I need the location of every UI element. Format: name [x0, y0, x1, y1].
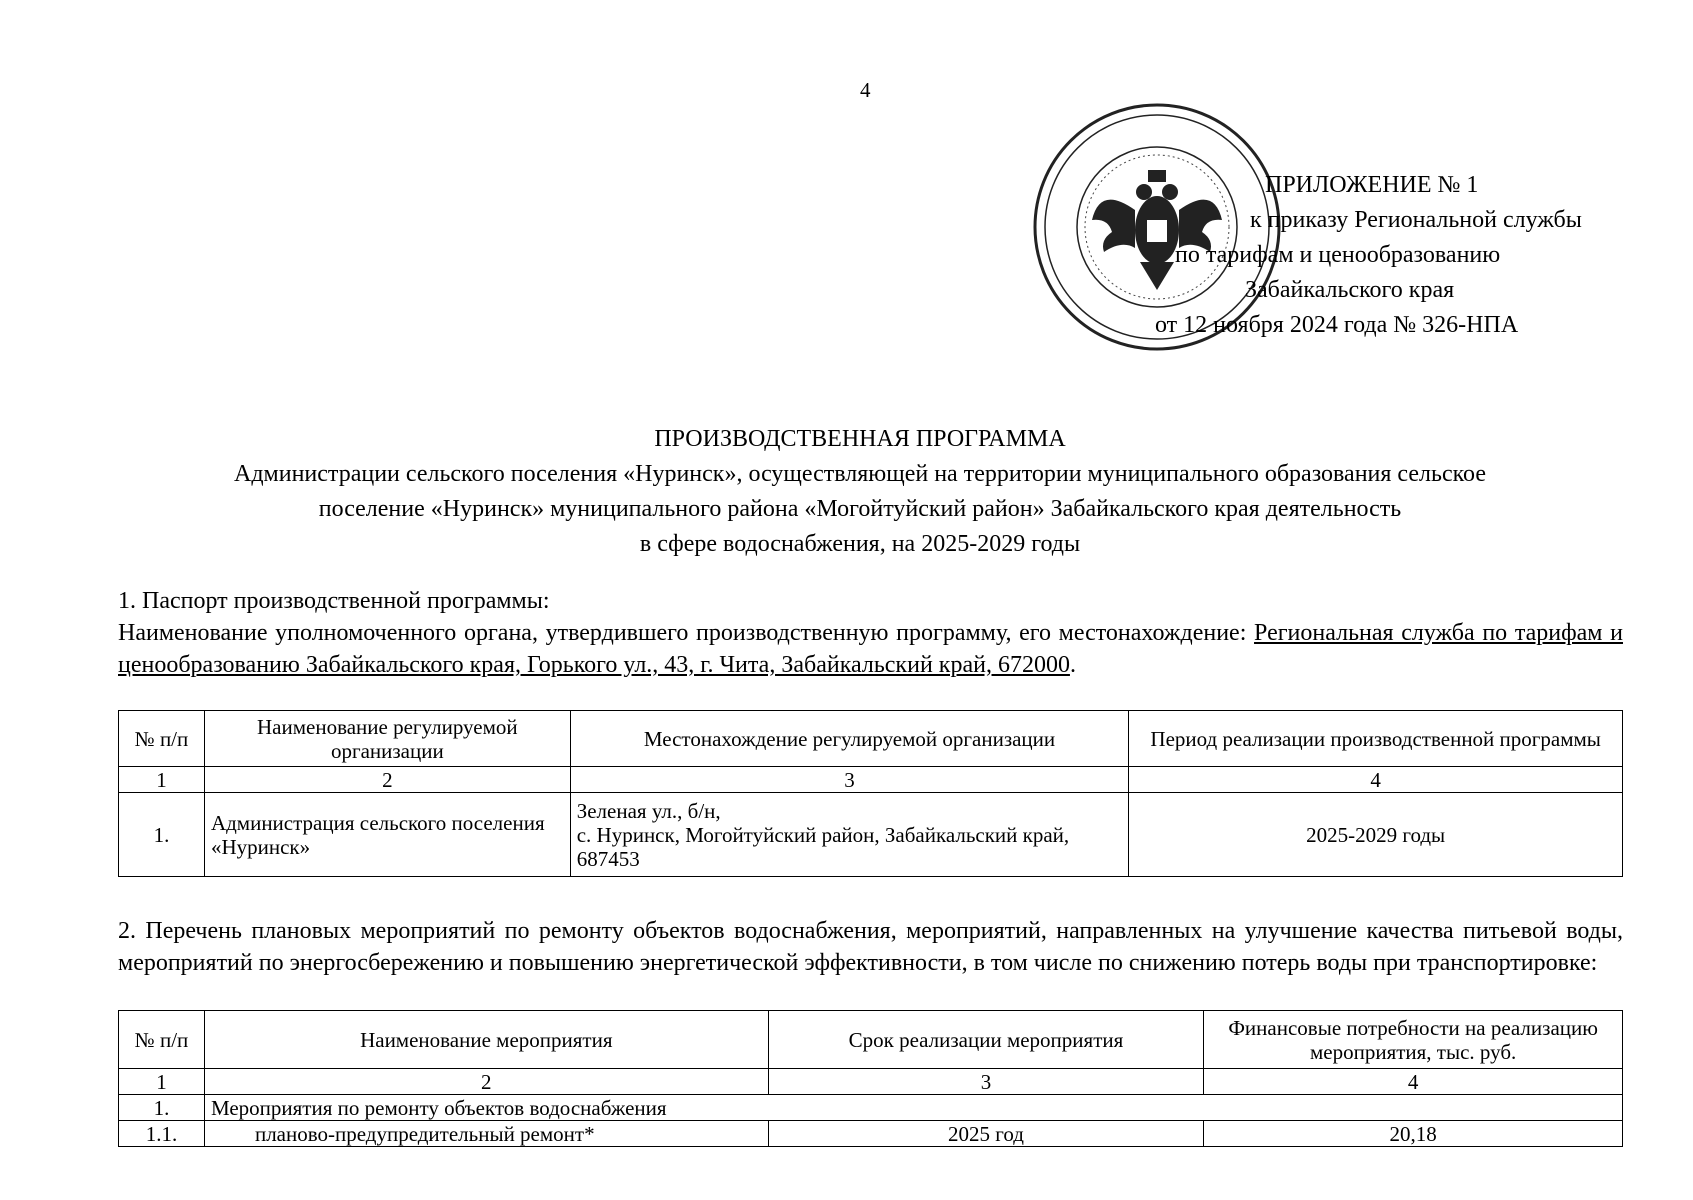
- period-mark: .: [1069, 652, 1076, 678]
- activities-table: [118, 1010, 1623, 1147]
- group-name: Мероприятия по ремонту объектов водоснабжения: [204, 1095, 1622, 1121]
- column-number: 4: [1204, 1069, 1623, 1095]
- heading-line: Администрации сельского поселения «Нуринск», осуществляющей на территории муниципального образования сельское: [234, 461, 1486, 487]
- column-number: 1: [119, 1069, 205, 1095]
- organization-name: Администрация сельского поселения «Нуринск»: [204, 793, 570, 877]
- appendix-block: [1040, 168, 1600, 343]
- organization-table: [118, 710, 1623, 877]
- activity-name: планово-предупредительный ремонт*: [204, 1121, 768, 1147]
- heading-line: в сфере водоснабжения, на 2025-2029 годы: [639, 531, 1081, 557]
- row-number: 1.: [119, 1095, 205, 1121]
- row-number: 1.: [119, 793, 205, 877]
- appendix-line: Забайкальского края: [1245, 277, 1455, 303]
- header-cell: № п/п: [119, 711, 205, 767]
- column-number: 3: [768, 1069, 1204, 1095]
- column-number: 2: [204, 767, 570, 793]
- address-line: Зеленая ул., б/н,: [576, 798, 721, 823]
- appendix-line: к приказу Региональной службы: [1250, 207, 1582, 233]
- address-line: с. Нуринск, Могойтуйский район, Забайкальский край, 687453: [576, 822, 1070, 871]
- table-header-row: [119, 1011, 1623, 1069]
- header-cell: Период реализации производственной программы: [1129, 711, 1623, 767]
- document-heading: [110, 422, 1610, 562]
- header-cell: Местонахождение регулируемой организации: [570, 711, 1129, 767]
- section-title: 1. Паспорт производственной программы:: [118, 588, 550, 614]
- column-number-row: [119, 1069, 1623, 1095]
- table-row: [119, 1121, 1623, 1147]
- section-text: [118, 617, 1623, 681]
- document-title: ПРОИЗВОДСТВЕННАЯ ПРОГРАММА: [654, 426, 1066, 452]
- column-number: 3: [570, 767, 1129, 793]
- authority-name: Региональная служба по тарифам и ценообразованию Забайкальского края, Горького ул., 43, г. Чита, Забайкальский край, 672000: [118, 620, 1623, 678]
- program-period: 2025-2029 годы: [1129, 793, 1623, 877]
- group-row: [119, 1095, 1623, 1121]
- activity-term: 2025 год: [768, 1121, 1204, 1147]
- appendix-line: по тарифам и ценообразованию: [1175, 242, 1501, 268]
- header-cell: Срок реализации мероприятия: [768, 1011, 1204, 1069]
- organization-address: [570, 793, 1129, 877]
- header-cell: Наименование регулируемой организации: [204, 711, 570, 767]
- column-number: 1: [119, 767, 205, 793]
- authority-label: Наименование уполномоченного органа, утвердившего производственную программу, его местонахождение:: [118, 620, 1247, 646]
- table-row: [119, 793, 1623, 877]
- activity-cost: 20,18: [1204, 1121, 1623, 1147]
- header-cell: № п/п: [119, 1011, 205, 1069]
- header-cell: Финансовые потребности на реализацию мероприятия, тыс. руб.: [1204, 1011, 1623, 1069]
- heading-line: поселение «Нуринск» муниципального района «Могойтуйский район» Забайкальского края деятельность: [318, 496, 1402, 522]
- column-number: 4: [1129, 767, 1623, 793]
- column-number: 2: [204, 1069, 768, 1095]
- column-number-row: [119, 767, 1623, 793]
- header-cell: Наименование мероприятия: [204, 1011, 768, 1069]
- appendix-title: ПРИЛОЖЕНИЕ № 1: [1265, 172, 1479, 198]
- table-header-row: [119, 711, 1623, 767]
- section-activities: 2. Перечень плановых мероприятий по ремонту объектов водоснабжения, мероприятий, направленных на улучшение качества питьевой воды, мероприятий по энергосбережению и повышению энергетической эффективности, в том числе по снижению потерь воды при транспортировке:: [118, 918, 1623, 976]
- section-passport: [118, 585, 1623, 681]
- page-number: 4: [860, 78, 871, 102]
- row-number: 1.1.: [119, 1121, 205, 1147]
- appendix-date: от 12 ноября 2024 года № 326-НПА: [1155, 312, 1519, 338]
